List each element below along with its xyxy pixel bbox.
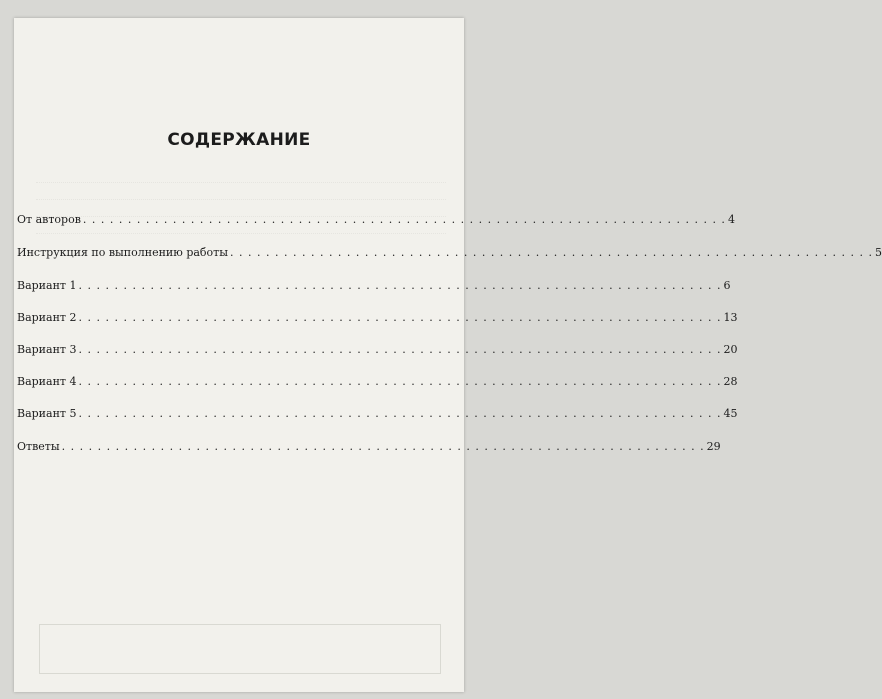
toc-entry-page: 45 [723, 407, 738, 420]
show-through-frame [39, 624, 441, 674]
toc-entry[interactable] [17, 246, 882, 264]
toc-entry[interactable] [17, 279, 731, 297]
toc-entry-page: 28 [723, 375, 738, 388]
toc-entry-label: Вариант 5 [17, 407, 77, 420]
toc-entry-page: 20 [723, 343, 738, 356]
toc-leader-dots: . . . . . . . . . . . . . . . . . . . . . . . . . . . . . . . . . . . . . . . . . . . . . . . . . . . . . . . . . . . . . . . . . . . . . . . . [82, 213, 726, 226]
toc-entry[interactable] [17, 311, 738, 329]
show-through-heading [189, 58, 195, 77]
toc-entry-label: Вариант 2 [17, 311, 77, 324]
toc-leader-dots: . . . . . . . . . . . . . . . . . . . . . . . . . . . . . . . . . . . . . . . . . . . . . . . . . . . . . . . . . . . . . . . . . . . . . . . . [78, 375, 722, 388]
toc-leader-dots: . . . . . . . . . . . . . . . . . . . . . . . . . . . . . . . . . . . . . . . . . . . . . . . . . . . . . . . . . . . . . . . . . . . . . . . . [78, 279, 722, 292]
toc-leader-dots: . . . . . . . . . . . . . . . . . . . . . . . . . . . . . . . . . . . . . . . . . . . . . . . . . . . . . . . . . . . . . . . . . . . . . . . . [230, 246, 874, 259]
toc-entry[interactable] [17, 213, 735, 231]
toc-entry[interactable] [17, 440, 721, 458]
toc-entry[interactable] [17, 343, 738, 361]
toc-entry-page: 13 [723, 311, 738, 324]
toc-entry[interactable] [17, 407, 738, 425]
toc-entry-page: 4 [727, 213, 735, 226]
page-title: СОДЕРЖАНИЕ [167, 130, 311, 150]
toc-entry[interactable] [17, 375, 738, 393]
document-page [14, 18, 882, 692]
toc-leader-dots: . . . . . . . . . . . . . . . . . . . . . . . . . . . . . . . . . . . . . . . . . . . . . . . . . . . . . . . . . . . . . . . . . . . . . . . . [78, 343, 722, 356]
toc-entry-page: 6 [723, 279, 731, 292]
toc-entry-label: Вариант 1 [17, 279, 77, 292]
toc-entry-page: 5 [875, 246, 882, 259]
toc-entry-label: Вариант 4 [17, 375, 77, 388]
toc-entry-label: Вариант 3 [17, 343, 77, 356]
toc-leader-dots: . . . . . . . . . . . . . . . . . . . . . . . . . . . . . . . . . . . . . . . . . . . . . . . . . . . . . . . . . . . . . . . . . . . . . . . . [78, 407, 722, 420]
toc-leader-dots: . . . . . . . . . . . . . . . . . . . . . . . . . . . . . . . . . . . . . . . . . . . . . . . . . . . . . . . . . . . . . . . . . . . . . . . . [61, 440, 705, 453]
toc-leader-dots: . . . . . . . . . . . . . . . . . . . . . . . . . . . . . . . . . . . . . . . . . . . . . . . . . . . . . . . . . . . . . . . . . . . . . . . . [78, 311, 722, 324]
toc-entry-page: 29 [706, 440, 721, 453]
toc-entry-label: Ответы [17, 440, 60, 453]
toc-entry-label: Инструкция по выполнению работы [17, 246, 229, 259]
toc-entry-label: От авторов [17, 213, 81, 226]
